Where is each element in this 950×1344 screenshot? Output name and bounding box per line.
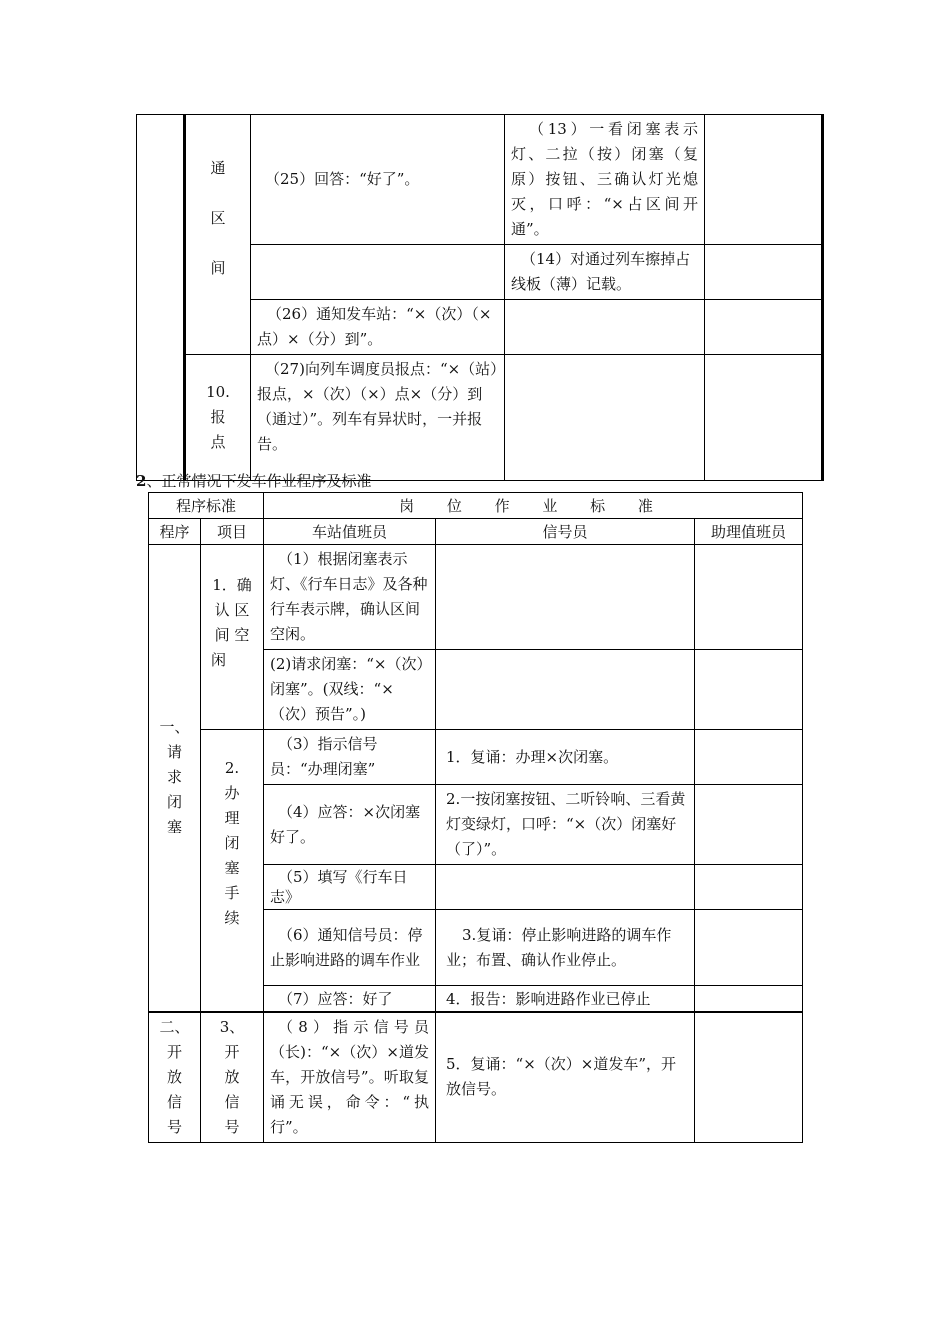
duty-cell: （25）回答：“好了”。 [251,115,505,245]
assistant-cell [705,300,823,355]
assistant-cell [695,910,803,986]
table-continuation [136,114,824,481]
duty-cell: （1）根据闭塞表示灯、《行车日志》及各种行车表示牌，确认区间空闲。 [264,545,436,650]
signal-cell: 3.复诵：停止影响进路的调车作业；布置、确认作业停止。 [436,910,695,986]
duty-cell: (2)请求闭塞：“×（次）闭塞”。(双线：“×（次）预告”。) [264,650,436,730]
duty-cell: （7）应答：好了 [264,986,436,1012]
assistant-cell [695,650,803,730]
stage-open-signal: 二、 开 放 信 号 [149,1012,201,1143]
table-row [149,1012,803,1143]
signal-cell [436,545,695,650]
duty-cell: （4）应答：×次闭塞好了。 [264,785,436,865]
table-departure-procedure [148,492,803,1143]
item-confirm-section-clear: 1．确 认 区 间 空 闲 [201,545,264,730]
signal-cell: （14）对通过列车擦掉占线板（薄）记载。 [505,245,705,300]
signal-cell [505,300,705,355]
table-row [137,115,823,245]
header-row [149,519,803,545]
signal-cell [505,355,705,481]
assistant-cell [695,545,803,650]
duty-cell: （27)向列车调度员报点：“×（站）报点，×（次）（×）点×（分）到（通过）”。列车有异状时，一并报告。 [251,355,505,481]
assistant-cell [705,355,823,481]
section-title: 2、正常情况下发车作业程序及标准 [136,472,372,490]
assistant-cell [695,730,803,785]
header-assistant: 助理值班员 [695,519,803,545]
duty-cell: （8）指示信号员（长)：“×（次）×道发车，开放信号”。听取复诵无误，命令：“执行”。 [264,1012,436,1143]
item-handle-block: 2. 办 理 闭 塞 手 续 [201,730,264,1012]
stage-request-block: 一、 请 求 闭 塞 [149,545,201,1012]
stage-tong-qujian: 通 区 间 [185,115,251,355]
header-item: 项目 [201,519,264,545]
signal-cell: （13）一看闭塞表示灯、二拉（按）闭塞（复原）按钮、三确认灯光熄灭，口呼：“×占区间开通”。 [505,115,705,245]
duty-cell: （26）通知发车站：“×（次）（×点）×（分）到”。 [251,300,505,355]
header-row [149,493,803,519]
header-procedure: 程序 [149,519,201,545]
duty-cell [251,245,505,300]
assistant-cell [695,865,803,910]
signal-cell: 2.一按闭塞按钮、二听铃响、三看黄灯变绿灯，口呼：“×（次）闭塞好（了）”。 [436,785,695,865]
signal-cell: 4．报告：影响进路作业已停止 [436,986,695,1012]
duty-cell: （3）指示信号员：“办理闭塞” [264,730,436,785]
table-row [137,355,823,481]
blank-procedure-cell [137,115,185,481]
header-procedure-standard: 程序标准 [149,493,264,519]
item-open-signal: 3、 开 放 信 号 [201,1012,264,1143]
table-row [149,545,803,650]
header-post-standard: 岗 位 作 业 标 准 [264,493,803,519]
assistant-cell [695,986,803,1012]
stage-report: 10. 报 点 [185,355,251,481]
duty-cell: （6）通知信号员：停止影响进路的调车作业 [264,910,436,986]
signal-cell [436,650,695,730]
assistant-cell [695,1012,803,1143]
signal-cell: 5．复诵：“×（次）×道发车”，开放信号。 [436,1012,695,1143]
header-station-duty: 车站值班员 [264,519,436,545]
assistant-cell [705,115,823,245]
assistant-cell [705,245,823,300]
header-signalman: 信号员 [436,519,695,545]
table-row [149,730,803,785]
duty-cell: （5）填写《行车日志》 [264,865,436,910]
assistant-cell [695,785,803,865]
signal-cell [436,865,695,910]
signal-cell: 1．复诵：办理×次闭塞。 [436,730,695,785]
